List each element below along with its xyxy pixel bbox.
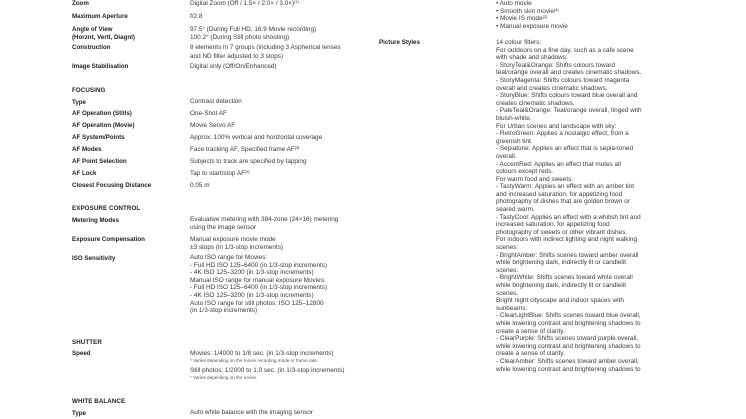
focus-type-value: Contrast detection xyxy=(190,98,242,105)
picture-style-line: bluish-white. xyxy=(496,114,532,122)
angle-of-view-value-2: 100.2° (During Still photo shooting) xyxy=(190,34,290,41)
construction-value-1: 8 elements in 7 groups (including 3 Aspherical lenses xyxy=(190,44,341,51)
af-modes-label: AF Modes xyxy=(72,146,102,153)
iso-line: - Full HD ISO 125–6400 (in 1/3-stop increments) xyxy=(190,284,328,292)
picture-style-line: Bright night cityscape and indoor spaces with xyxy=(496,297,624,305)
iso-line: - 4K ISO 125–3200 (in 1/3-stop increments) xyxy=(190,269,314,277)
iso-line: Auto ISO range for still photos: ISO 125–12800 xyxy=(190,299,324,307)
picture-style-line: - ClearLightBlue: Shifts scenes toward blue overall, xyxy=(496,312,641,320)
shutter-note-movies: * Varies depending on the movie recording mode or frame rate. xyxy=(190,358,319,363)
shutter-speed-movies: Movies: 1/4000 to 1/8 sec. (in 1/3-stop increments) xyxy=(190,350,334,357)
max-aperture-label: Maximum Aperture xyxy=(72,13,128,20)
picture-style-line: - TastyCool: Applies an effect with a whitish tint and xyxy=(496,213,641,221)
focus-type-label: Type xyxy=(72,99,86,106)
af-movie-value: Movie Servo AF xyxy=(190,122,236,129)
picture-style-line: seared warm. xyxy=(496,206,535,214)
exposure-comp-value-2: ±3 stops (in 1/3-stop increments) xyxy=(190,244,284,251)
af-point-selection-value: Subjects to track are specified by tapping xyxy=(190,158,307,165)
picture-style-line: - Sepiatone: Applies an effect that is sepia-toned xyxy=(496,145,634,153)
picture-style-line: For indoors with indirect lighting and night walking xyxy=(496,236,638,244)
movie-mode-item: • Auto movie xyxy=(496,0,532,7)
iso-line: Auto ISO range for Movies: xyxy=(190,254,268,261)
picture-style-line: - StoryBlue: Shifts colours toward blue overall and xyxy=(496,92,638,100)
iso-line: Manual ISO range for manual exposure Movies: xyxy=(190,276,326,284)
closest-focus-value: 0.05 m xyxy=(190,182,210,189)
picture-style-line: For warm food and sweets: xyxy=(496,175,574,183)
picture-style-line: teal/orange overall and creates cinematic shadows. xyxy=(496,69,642,77)
picture-style-line: create a sense of clarity. xyxy=(496,327,565,335)
picture-style-line: - ClearAmber: Shifts scenes toward amber overall, xyxy=(496,357,639,365)
af-system-label: AF System/Points xyxy=(72,134,125,141)
picture-style-line: scenes. xyxy=(496,289,519,297)
af-lock-value: Tap to start/stop AF[3] xyxy=(190,169,250,177)
wb-type-label: Type xyxy=(72,410,86,417)
picture-style-line: For outdoors on a fine day, such as a cafe scene xyxy=(496,46,634,54)
picture-style-line: - BrightWhite: Shifts scenes toward white overall xyxy=(496,274,633,282)
movie-mode-list xyxy=(496,0,568,30)
picture-style-line: while lowering contrast and brightening shadows to xyxy=(496,365,641,373)
picture-styles-lines xyxy=(496,39,642,373)
iso-line: - 4K ISO 125–3200 (in 1/3-stop increments) xyxy=(190,291,314,299)
max-aperture-value: f/2.8 xyxy=(190,13,203,20)
zoom-label: Zoom xyxy=(72,0,89,7)
picture-style-line: while brightening dark, indirectly lit or candlelit xyxy=(496,259,627,267)
angle-of-view-sublabel: (Horznt, Vertl, Diagnl) xyxy=(72,34,135,41)
picture-style-line: colours except reds. xyxy=(496,168,554,176)
stabilisation-label: Image Stabilisation xyxy=(72,63,129,70)
picture-style-line: while lowering contrast and brightening shadows to xyxy=(496,319,641,327)
shutter-speed-stills: Still photos: 1/2000 to 1.0 sec. (in 1/3-stop increments) xyxy=(190,367,345,374)
iso-lines xyxy=(190,254,327,315)
closest-focus-label: Closest Focusing Distance xyxy=(72,182,152,189)
picture-style-line: scenes: xyxy=(496,244,519,252)
metering-value-1: Evaluative metering with 384-zone (24×16) metering xyxy=(190,216,339,223)
picture-style-line: increased saturation, for appetizing food xyxy=(496,221,610,229)
movie-mode-item: • Manual exposure movie xyxy=(496,22,568,30)
wb-type-value: Auto white balance with the imaging sensor xyxy=(190,409,313,416)
exposure-comp-value-1: Manual exposure movie mode xyxy=(190,236,276,243)
iso-line: - Full HD ISO 125–6400 (in 1/3-stop increments) xyxy=(190,261,328,269)
picture-style-line: - RetroGreen: Applies a nostalgic effect, from a xyxy=(496,130,629,138)
focusing-heading: FOCUSING xyxy=(72,87,106,94)
picture-style-line: - ClearPurple: Shifts scenes toward purple overall, xyxy=(496,335,639,343)
picture-style-line: overall. xyxy=(496,152,517,160)
white-balance-heading: WHITE BALANCE xyxy=(72,398,126,405)
construction-label: Construction xyxy=(72,44,111,51)
picture-style-line: create a sense of clarity. xyxy=(496,350,565,358)
iso-label: ISO Sensitivity xyxy=(72,255,116,262)
picture-style-line: creates cinematic shadows. xyxy=(496,99,575,107)
angle-of-view-label: Angle of View xyxy=(72,26,113,33)
zoom-value: Digital Zoom (Off / 1.5× / 2.0× / 3.0×)[1] xyxy=(190,0,299,7)
picture-style-line: overall and creates cinematic shadows. xyxy=(496,84,608,92)
af-movie-label: AF Operation (Movie) xyxy=(72,122,135,129)
picture-style-line: - BrightAmber: Shifts scenes toward amber overall xyxy=(496,251,639,259)
picture-style-line: 14 colour filters: xyxy=(496,39,542,46)
picture-style-line: photography of sweets or other vibrant dishes. xyxy=(496,228,628,236)
picture-style-line: - TastyWarm: Applies an effect with an amber tint xyxy=(496,183,635,191)
af-modes-value: Face tracking AF, Specified frame AF[3] xyxy=(190,145,300,153)
iso-line: (in 1/3-stop increments) xyxy=(190,307,258,315)
picture-style-line: For Urban scenes and landscape with sky: xyxy=(496,122,617,130)
af-point-selection-label: AF Point Selection xyxy=(72,158,127,165)
movie-mode-item: • Movie IS mode[2] xyxy=(496,14,548,23)
movie-mode-item: • Smooth skin movie[4] xyxy=(496,6,559,15)
picture-style-line: while brightening dark, indirectly lit or candlelit xyxy=(496,282,627,289)
picture-style-line: and increased saturation, for appetizing food xyxy=(496,190,623,198)
picture-style-line: scenes. xyxy=(496,266,519,274)
picture-style-line: greenish tint. xyxy=(496,137,533,145)
picture-style-line: - PaleTeal&Orange: Teal/orange overall, tinged with xyxy=(496,107,642,115)
picture-styles-label: Picture Styles xyxy=(379,39,420,46)
angle-of-view-value-1: 97.5° (During Full HD, 16:9 Movie recording) xyxy=(190,26,317,33)
af-system-value: Approx. 100% vertical and horizontal coverage xyxy=(190,134,323,141)
metering-label: Metering Modes xyxy=(72,217,120,224)
af-lock-label: AF Lock xyxy=(72,170,97,177)
exposure-heading: EXPOSURE CONTROL xyxy=(72,205,141,212)
shutter-heading: SHUTTER xyxy=(72,339,102,346)
shutter-speed-label: Speed xyxy=(72,350,91,357)
shutter-note-stills: * Varies depending on the scene. xyxy=(190,375,258,380)
picture-style-line: with shade and shadows: xyxy=(496,54,568,62)
exposure-comp-label: Exposure Compensation xyxy=(72,236,145,243)
stabilisation-value: Digital only (Off/On/Enhanced) xyxy=(190,63,277,70)
picture-style-line: while lowering contrast and brightening shadows to xyxy=(496,342,641,350)
metering-value-2: using the image sensor xyxy=(190,224,257,231)
picture-style-line: sunbeams: xyxy=(496,304,528,312)
picture-style-line: photography of dishes that are golden brown or xyxy=(496,198,630,206)
af-still-value: One-Shot AF xyxy=(190,110,227,117)
af-still-label: AF Operation (Stills) xyxy=(72,110,132,117)
picture-style-line: - StoryMagenta: Shifts colours toward magenta xyxy=(496,76,630,84)
picture-style-line: - StoryTeal&Orange: Shifts colours toward xyxy=(496,61,615,69)
picture-style-line: - AccentRed: Applies an effect that mutes all xyxy=(496,160,621,168)
construction-value-2: and ND filter adjusted to 3 stops) xyxy=(190,53,284,60)
